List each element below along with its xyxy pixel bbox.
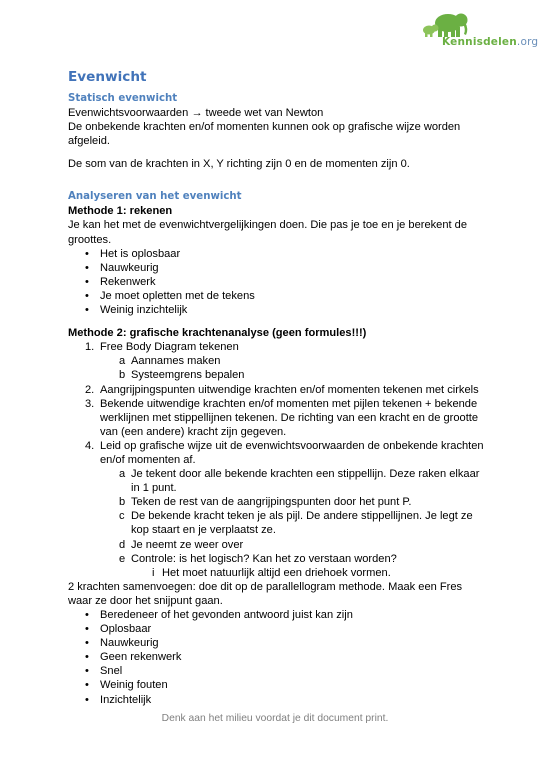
list-item: • Nauwkeurig: [68, 261, 488, 275]
numbered-step: 4. Leid op grafische wijze uit de evenwichtsvoorwaarden de onbekende krachten en/of momenten af.: [85, 439, 484, 466]
sub-step: a Je tekent door alle bekende krachten een stippellijn. Deze raken elkaar in 1 punt.: [119, 468, 480, 495]
sub-step: b Teken de rest van de aangrijpingspunten door het punt P.: [119, 496, 412, 509]
document-body: [68, 68, 488, 707]
list-item: • Het is oplosbaar: [68, 247, 488, 261]
site-logo[interactable]: [418, 12, 538, 52]
section-heading-statisch: Statisch evenwicht: [68, 93, 178, 104]
final-bullet-list: [68, 608, 488, 707]
paragraph-sum: De som van de krachten in X, Y richting zijn 0 en de momenten zijn 0.: [68, 158, 410, 171]
list-item: • Weinig fouten: [68, 678, 488, 692]
sub-step: d Je neemt ze weer over: [119, 538, 244, 551]
elephant-logo-icon: [418, 12, 474, 38]
list-item: • Weinig inzichtelijk: [68, 303, 488, 317]
method2-title: Methode 2: grafische krachtenanalyse (geen formules!!!): [68, 327, 367, 340]
numbered-step: 1. Free Body Diagram tekenen: [85, 341, 239, 354]
page-footer: Denk aan het milieu voordat je dit document print.: [161, 713, 389, 724]
list-item: • Beredeneer of het gevonden antwoord juist kan zijn: [68, 608, 488, 622]
sub-step: a Aannames maken: [119, 355, 221, 368]
list-item: • Snel: [68, 664, 488, 678]
method1-text: Je kan het met de evenwichtvergelijkingen doen. Die pas je toe en je berekent de groottes.: [68, 219, 468, 246]
sub-step: c De bekende kracht teken je als pijl. De andere stippellijnen. Je legt ze kop staart en je verplaatst ze.: [119, 510, 473, 537]
sub-sub-step: i Het moet natuurlijk altijd een driehoek vormen.: [152, 566, 391, 579]
paragraph-line: Evenwichtsvoorwaarden → tweede wet van Newton: [68, 107, 324, 119]
sub-step: b Systeemgrens bepalen: [119, 369, 245, 382]
section-heading-analyseren: Analyseren van het evenwicht: [68, 191, 242, 203]
list-item: • Inzichtelijk: [68, 693, 488, 707]
list-item: • Oplosbaar: [68, 622, 488, 636]
combine-forces-text: 2 krachten samenvoegen: doe dit op de parallellogram methode. Maak een Fres waar ze door het snijpunt gaan.: [68, 580, 463, 607]
numbered-step: 2. Aangrijpingspunten uitwendige krachten en/of momenten tekenen met cirkels: [85, 383, 479, 396]
numbered-step: 3. Bekende uitwendige krachten en/of momenten met pijlen tekenen + bekende werklijnen met stippellijnen tekenen. De richting van een kracht en de grootte van (een andere) kracht zijn gegeven.: [85, 397, 479, 438]
page-title: Evenwicht: [68, 69, 147, 85]
list-item: • Rekenwerk: [68, 275, 488, 289]
logo-wordmark: Kennisdelen.org: [442, 36, 539, 48]
list-item: • Nauwkeurig: [68, 636, 488, 650]
paragraph-line: De onbekende krachten en/of momenten kunnen ook op grafische wijze worden afgeleid.: [68, 121, 461, 148]
sub-step: e Controle: is het logisch? Kan het zo verstaan worden?: [119, 552, 397, 565]
list-item: • Geen rekenwerk: [68, 650, 488, 664]
method1-title: Methode 1: rekenen: [68, 205, 173, 218]
method1-bullet-list: [68, 247, 488, 317]
list-item: • Je moet opletten met de tekens: [68, 289, 488, 303]
